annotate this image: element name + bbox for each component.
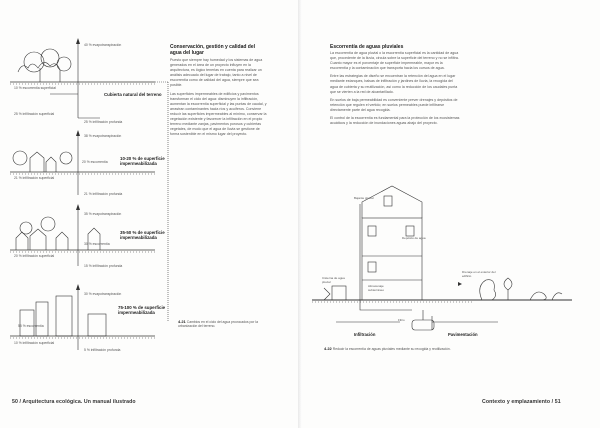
d3-deep-label: 15 % infiltración profunda: [84, 264, 123, 268]
paragraph: El control de la escorrentía es fundamental para la protección de los ecosistemas acuáticos y la reducción de inundaciones aguas abajo del proyecto.: [330, 116, 460, 126]
cistern-label: Depósito de agua: [402, 236, 426, 240]
d2-deep-label: 21 % infiltración profunda: [84, 192, 123, 196]
section-title-left: Conservación, gestión y calidad del agua del lugar: [170, 44, 256, 56]
d1-title: Cubierta natural del terreno: [104, 92, 162, 97]
filter-label: Filtro: [398, 318, 405, 322]
d3-evap-label: 35 % evapotranspiración: [84, 212, 122, 216]
d1-evap-label: 40 % evapotranspiración: [84, 43, 122, 47]
figure-caption-right: [324, 347, 484, 351]
footer-right: Contexto y emplazamiento / 51: [482, 399, 561, 405]
body-text-left: [170, 58, 268, 168]
paragraph: Las superficies impermeables de edificios y pavimentos transforman el ciclo del agua: disminuyen la infiltración, aumentan la escorrentía superficial y las puntas de caudal, y arrastran contaminantes hacia ríos y acuíferos. Conviene reducir las superficies impermeables al mínimo, conservar la vegetación existente y favorecer la infiltración en el propio terreno mediante zanjas, pavimentos porosos y cubiertas vegetales, de modo que el agua de lluvia se gestione de forma sostenible en el mismo lugar del proyecto.: [170, 91, 267, 137]
d2-title: 10-20 % de superficie impermeabilizada: [120, 156, 165, 167]
front-yard-label: Drenaje en el exterior del edificio: [462, 270, 496, 278]
right-page: [302, 0, 600, 428]
section-title-right: Escorrentía de aguas pluviales: [330, 44, 404, 50]
downspout-label: Bajante pluvial: [354, 196, 374, 200]
paving-zone-label: Pavimentación: [448, 332, 478, 337]
d4-evap-label: 30 % evapotranspiración: [84, 292, 122, 296]
figure-number: 4.21: [178, 319, 186, 324]
paragraph: En suelos de baja permeabilidad es conveniente prever drenajes y depósitos de retención que regulen el vertido; en suelos permeables puede infiltrarse directamente parte del agua recogida.: [330, 97, 458, 112]
figure-caption-left: [178, 320, 268, 329]
d2-evap-label: 38 % evapotranspiración: [84, 134, 122, 138]
left-page: [0, 0, 298, 428]
d2-shallow-label: 21 % infiltración superficial: [14, 176, 55, 180]
d1-shallow-label: 25 % infiltración superficial: [14, 112, 55, 116]
d1-deep-label: 25 % infiltración profunda: [84, 120, 123, 124]
d3-runoff-label: 30 % escorrentía: [84, 242, 110, 246]
d3-title: 35-50 % de superficie impermeabilizada: [120, 230, 165, 241]
d4-shallow-label: 10 % infiltración superficial: [14, 341, 55, 345]
d2-runoff-label: 20 % escorrentía: [82, 160, 108, 164]
underground-label: Almacenaje subterráneo: [368, 284, 385, 292]
caption-text: Reducir la escorrentía de aguas pluviales mediante su recogida y reutilización.: [332, 347, 451, 351]
infiltration-zone-label: Infiltración: [354, 332, 376, 337]
footer-left: 50 / Arquitectura ecológica. Un manual ilustrado: [12, 399, 136, 405]
d3-shallow-label: 20 % infiltración superficial: [14, 254, 55, 258]
figure-number: 4.22: [324, 346, 332, 351]
runoff-diagram: [302, 0, 600, 428]
d1-runoff-label: 10 % escorrentía superficial: [14, 86, 56, 90]
paragraph: Puesto que siempre hay humedad y los sistemas de agua generados en el área de un proyecto influyen en la arquitectura, es lógico tenerlas en cuenta para realizar un análisis adecuado del lugar de trabajo, tanto a nivel de escorrentía como de calidad del agua, siempre que sea posible.: [170, 58, 263, 88]
d4-deep-label: 5 % infiltración profunda: [84, 348, 121, 352]
paragraph: Entre las estrategias de diseño se encuentran la retención del agua en el lugar mediante estanques, balsas de infiltración y jardines de lluvia, la recogida del agua de cubierta y su reutilización, así como la reducción de los caudales punta que se vierten a la red de alcantarillado.: [330, 74, 458, 94]
caption-text: Cambios en el ciclo del agua provocados por la urbanización del terreno.: [178, 320, 258, 329]
paragraph: La escorrentía de agua pluvial o la escorrentía superficial es la cantidad de agua que, procedente de la lluvia, circula sobre la superficie del terreno y no se infiltra. Cuanto mayor es el porcentaje de superficie impermeable, mayor es la escorrentía y la contaminación que transporta hacia los cursos de agua.: [330, 51, 459, 71]
d4-runoff-label: 55 % escorrentía: [18, 324, 44, 328]
d4-title: 75-100 % de superficie impermeabilizada: [118, 305, 166, 316]
rainwater-label: Cisterna de agua pluvial: [322, 276, 345, 284]
